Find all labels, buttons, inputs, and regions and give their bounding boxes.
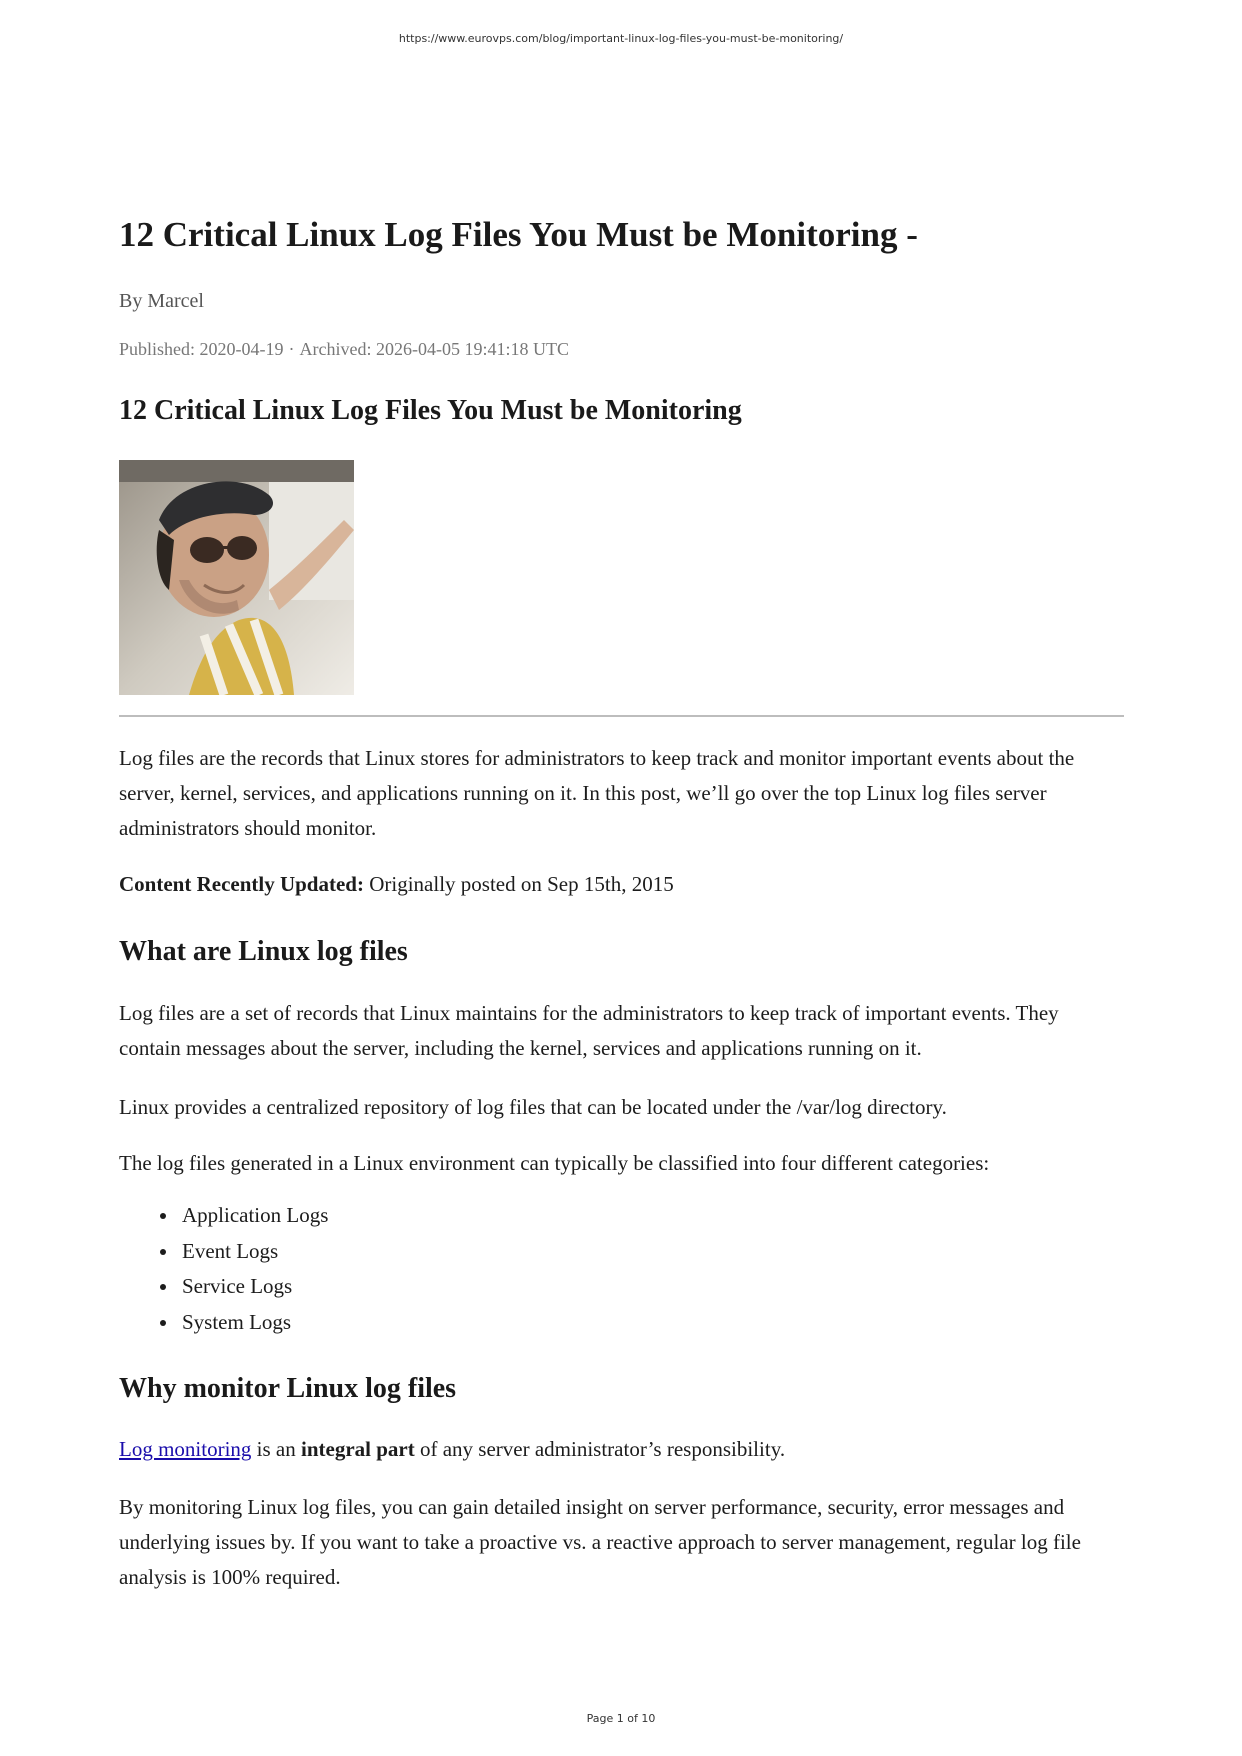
log-categories-list — [119, 1198, 328, 1340]
updated-text: Originally posted on Sep 15th, 2015 — [363, 872, 674, 896]
list-item-label: System Logs — [182, 1309, 292, 1334]
content-updated-note — [119, 867, 1124, 902]
published-date: Published: 2020-04-19 — [119, 339, 284, 359]
section1-paragraph-1: Log files are a set of records that Linux maintains for the administrators to keep track of important events. They contain messages about the server, including the kernel, services and applications running on it. — [119, 1001, 1059, 1060]
section2-text-end: of any server administrator’s responsibility. — [414, 1437, 786, 1461]
source-url: https://www.eurovps.com/blog/important-linux-log-files-you-must-be-monitoring/ — [398, 32, 844, 45]
intro-paragraph: Log files are the records that Linux stores for administrators to keep track and monitor important events about the server, kernel, services, and applications running on it. In this post, we’ll go over the top Linux log files server administrators should monitor. — [119, 746, 1075, 840]
section1-paragraph-3: The log files generated in a Linux environment can typically be classified into four different categories: — [119, 1151, 990, 1175]
list-item — [119, 1198, 328, 1234]
archived-date: Archived: 2026-04-05 19:41:18 UTC — [299, 339, 569, 359]
log-monitoring-link[interactable]: Log monitoring — [119, 1437, 252, 1461]
section-heading-why-monitor: Why monitor Linux log files — [119, 1373, 457, 1404]
author-photo-image — [119, 460, 354, 695]
bullet-icon — [160, 1284, 166, 1290]
bullet-icon — [160, 1213, 166, 1219]
horizontal-divider — [119, 715, 1124, 717]
author-photo — [119, 460, 354, 695]
page-number: Page 1 of 10 — [586, 1712, 656, 1725]
section2-bold-text: integral part — [301, 1437, 415, 1461]
section1-paragraph-2: Linux provides a centralized repository of log files that can be located under the /var/log directory. — [119, 1095, 947, 1119]
article-title: 12 Critical Linux Log Files You Must be Monitoring - — [119, 215, 918, 254]
publication-dates — [119, 337, 569, 361]
article-subtitle: 12 Critical Linux Log Files You Must be Monitoring — [119, 395, 742, 426]
bullet-icon — [160, 1320, 166, 1326]
list-item — [119, 1269, 328, 1305]
list-item-label: Event Logs — [182, 1238, 279, 1263]
list-item-label: Service Logs — [182, 1274, 293, 1298]
list-item-label: Application Logs — [182, 1203, 329, 1227]
section2-paragraph-1 — [119, 1432, 1124, 1467]
section2-text-mid: is an — [251, 1437, 301, 1461]
list-item — [119, 1305, 328, 1341]
list-item — [119, 1234, 328, 1270]
author-byline: By Marcel — [119, 290, 204, 312]
updated-label: Content Recently Updated: — [119, 872, 364, 896]
section-heading-what-are-log-files: What are Linux log files — [119, 936, 408, 967]
section2-paragraph-2: By monitoring Linux log files, you can gain detailed insight on server performance, security, error messages and underlying issues by. If you want to take a proactive vs. a reactive approach to server management, regular log file analysis is 100% required. — [119, 1495, 1081, 1589]
bullet-icon — [160, 1249, 166, 1255]
date-separator: · — [288, 339, 295, 359]
